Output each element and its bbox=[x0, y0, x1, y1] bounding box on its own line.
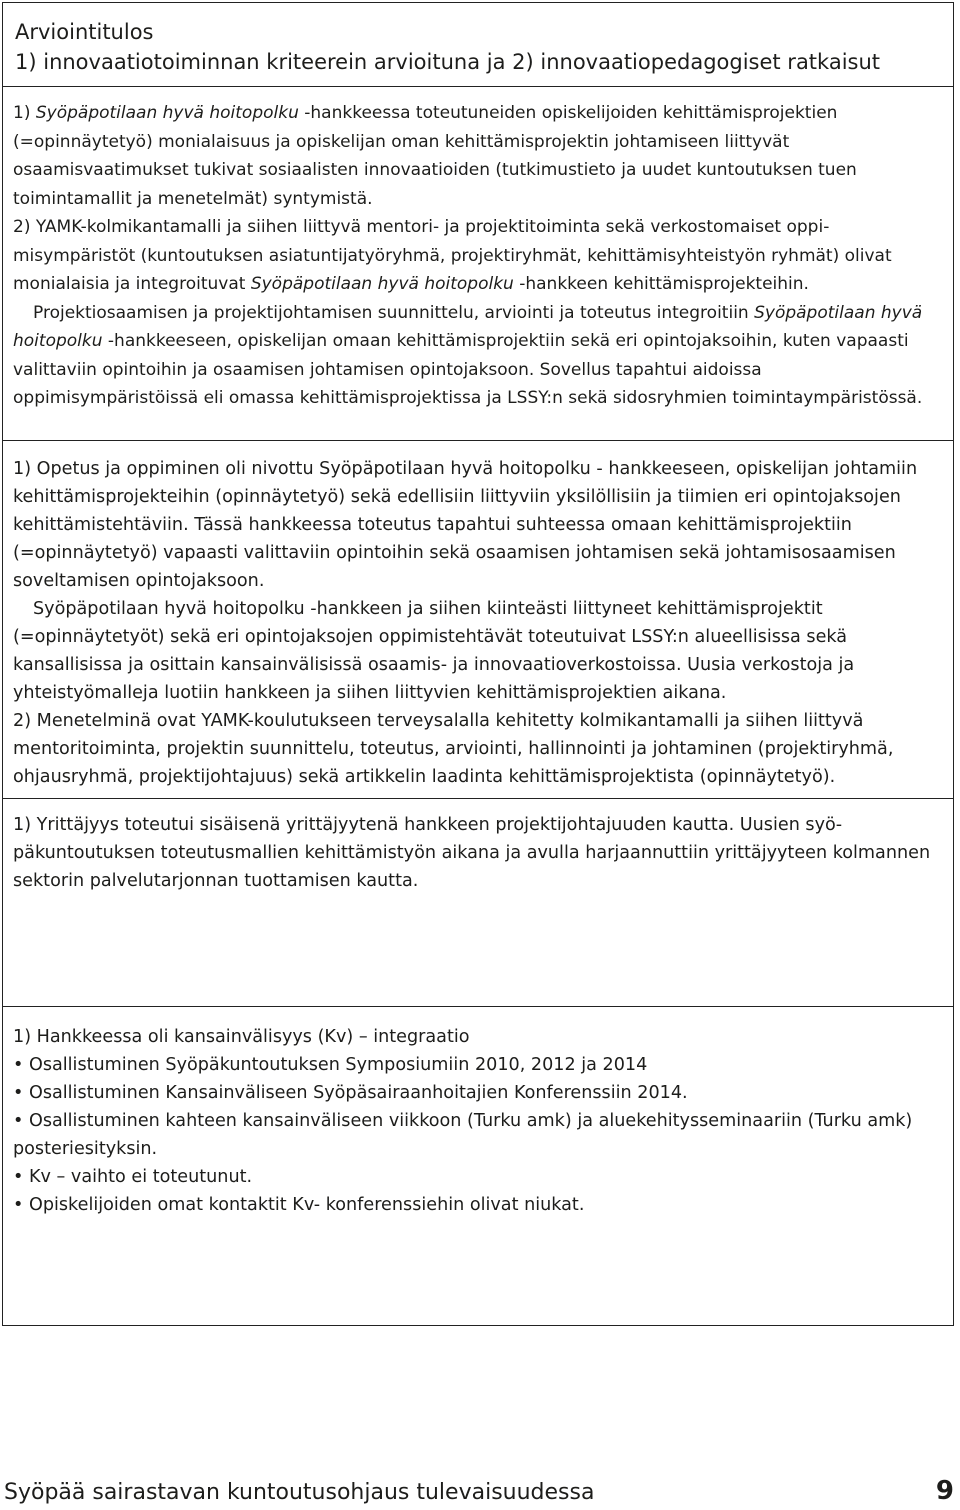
paragraph bbox=[13, 299, 943, 413]
section-entrepreneurship bbox=[3, 799, 953, 1007]
list-item: • Kv – vaihto ei toteutunut. bbox=[13, 1163, 943, 1191]
table-header bbox=[3, 3, 953, 87]
footer-title: Syöpää sairastavan kuntoutusohjaus tulevaisuudessa bbox=[4, 1480, 595, 1505]
section-innovation-criteria bbox=[3, 87, 953, 441]
italic-project-name: Syöpäpotilaan hyvä hoitopolku bbox=[250, 274, 514, 294]
text-segment: -hankkeeseen, opiskelijan omaan kehittämisprojektiin sekä eri opintojaksoihin, kuten vapaasti valittaviin opintoihin ja osaamisen johtamisen opintojaksoon. Sovellus tapahtui aidoissa oppimisympäristöissä eli omassa kehittämisprojektissa ja LSSY:n sekä sidosryhmien toimintaympäristössä. bbox=[13, 331, 923, 408]
paragraph: 1) Hankkeessa oli kansainvälisyys (Kv) – integraatio bbox=[13, 1027, 470, 1047]
paragraph bbox=[13, 213, 943, 299]
paragraph: 1) Opetus ja oppiminen oli nivottu Syöpäpotilaan hyvä hoitopolku - hankkeeseen, opiskelijan johtamiin kehittämisprojekteihin (opinnäytetyö) sekä edellisiin liittyviin yksilöllisiin ja tiimien eri opintojaksojen kehittämistehtäviin. Tässä hankkeessa toteutus tapahtui suhteessa omaan kehittämisprojektiin (=opinnäytetyö) vapaasti valittaviin opintoihin sekä osaamisen johtamisen sekä johtamisosaamisen soveltamisen opintojaksoon. bbox=[13, 459, 918, 591]
paragraph: 2) Menetelminä ovat YAMK-koulutukseen terveysalalla kehitetty kolmikantamalli ja siihen liittyvä mentoritoiminta, projektin suunnittelu, toteutus, arviointi, hallinnointi ja johtaminen (projektiryhmä, ohjausryhmä, projektijohtajuus) sekä artikkelin laadinta kehittämisprojektista (opinnäytetyö). bbox=[13, 711, 894, 787]
header-title: Arviointitulos bbox=[15, 20, 154, 44]
text-segment: -hankkeessa toteutuneiden opiskelijoiden kehittämisprojektien (=opinnäytetyö) monialaisuus ja opiskelijan oman kehittämisprojektin johtamiseen liittyvät osaamisvaatimukset tukivat sosiaalisten innovaatioiden (tutkimustieto ja uudet kuntoutuksen tuen toimintamallit ja menetelmät) syntymistä. bbox=[13, 103, 857, 209]
italic-project-name: Syöpäpotilaan hyvä hoitopolku bbox=[35, 103, 299, 123]
text-segment: Projektiosaamisen ja projektijohtamisen suunnittelu, arviointi ja toteutus integroitiin bbox=[33, 302, 755, 323]
evaluation-table bbox=[2, 2, 954, 1326]
list-item: • Osallistuminen kahteen kansainväliseen viikkoon (Turku amk) ja aluekehitysseminaariin (Turku amk) posteriesityksin. bbox=[13, 1107, 943, 1163]
list-item: • Osallistuminen Kansainväliseen Syöpäsairaanhoitajien Konferenssiin 2014. bbox=[13, 1079, 943, 1107]
page-number: 9 bbox=[935, 1476, 954, 1506]
paragraph bbox=[13, 99, 943, 213]
list-item: • Osallistuminen Syöpäkuntoutuksen Symposiumiin 2010, 2012 ja 2014 bbox=[13, 1051, 943, 1079]
text-segment: 1) bbox=[13, 103, 36, 123]
paragraph: Syöpäpotilaan hyvä hoitopolku -hankkeen ja siihen kiinteästi liittyneet kehittämisprojektit (=opinnäytetyöt) sekä eri opintojaksojen oppimistehtävät toteutuivat LSSY:n alueellisissa sekä kansallisissa ja osittain kansainvälisissä osaamis- ja innovaatioverkostoissa. Uusia verkostoja ja yhteistyömalleja luotiin hankkeen ja siihen liittyvien kehittämisprojektien aikana. bbox=[13, 599, 855, 703]
paragraph: 1) Yrittäjyys toteutui sisäisenä yrittäjyytenä hankkeen projektijohtajuuden kautta. Uusien syöpäkuntoutuksen toteutusmallien kehittämistyön aikana ja avulla harjaannuttiin yrittäjyyteen kolmannen sektorin palvelutarjonnan tuottamisen kautta. bbox=[13, 815, 931, 891]
italic-project-name: Syöpäpotilaan hyvä hoitopolku bbox=[13, 302, 923, 351]
section-internationality bbox=[3, 1007, 953, 1325]
header-subtitle: 1) innovaatiotoiminnan kriteerein arvioituna ja 2) innovaatiopedagogiset ratkaisut bbox=[15, 50, 881, 74]
section-teaching-learning bbox=[3, 441, 953, 799]
text-segment: 2) YAMK-kolmikantamalli ja siihen liittyvä mentori- ja projektitoiminta sekä verkostomaiset oppimisympäristöt (kuntoutuksen asiatuntijatyöryhmä, projektiryhmät, kehittämisyhteistyön ryhmät) olivat monialaisia ja integroituvat bbox=[13, 217, 892, 294]
list-item: • Opiskelijoiden omat kontaktit Kv- konferenssiehin olivat niukat. bbox=[13, 1191, 943, 1219]
text-segment: -hankkeen kehittämisprojekteihin. bbox=[513, 274, 809, 294]
